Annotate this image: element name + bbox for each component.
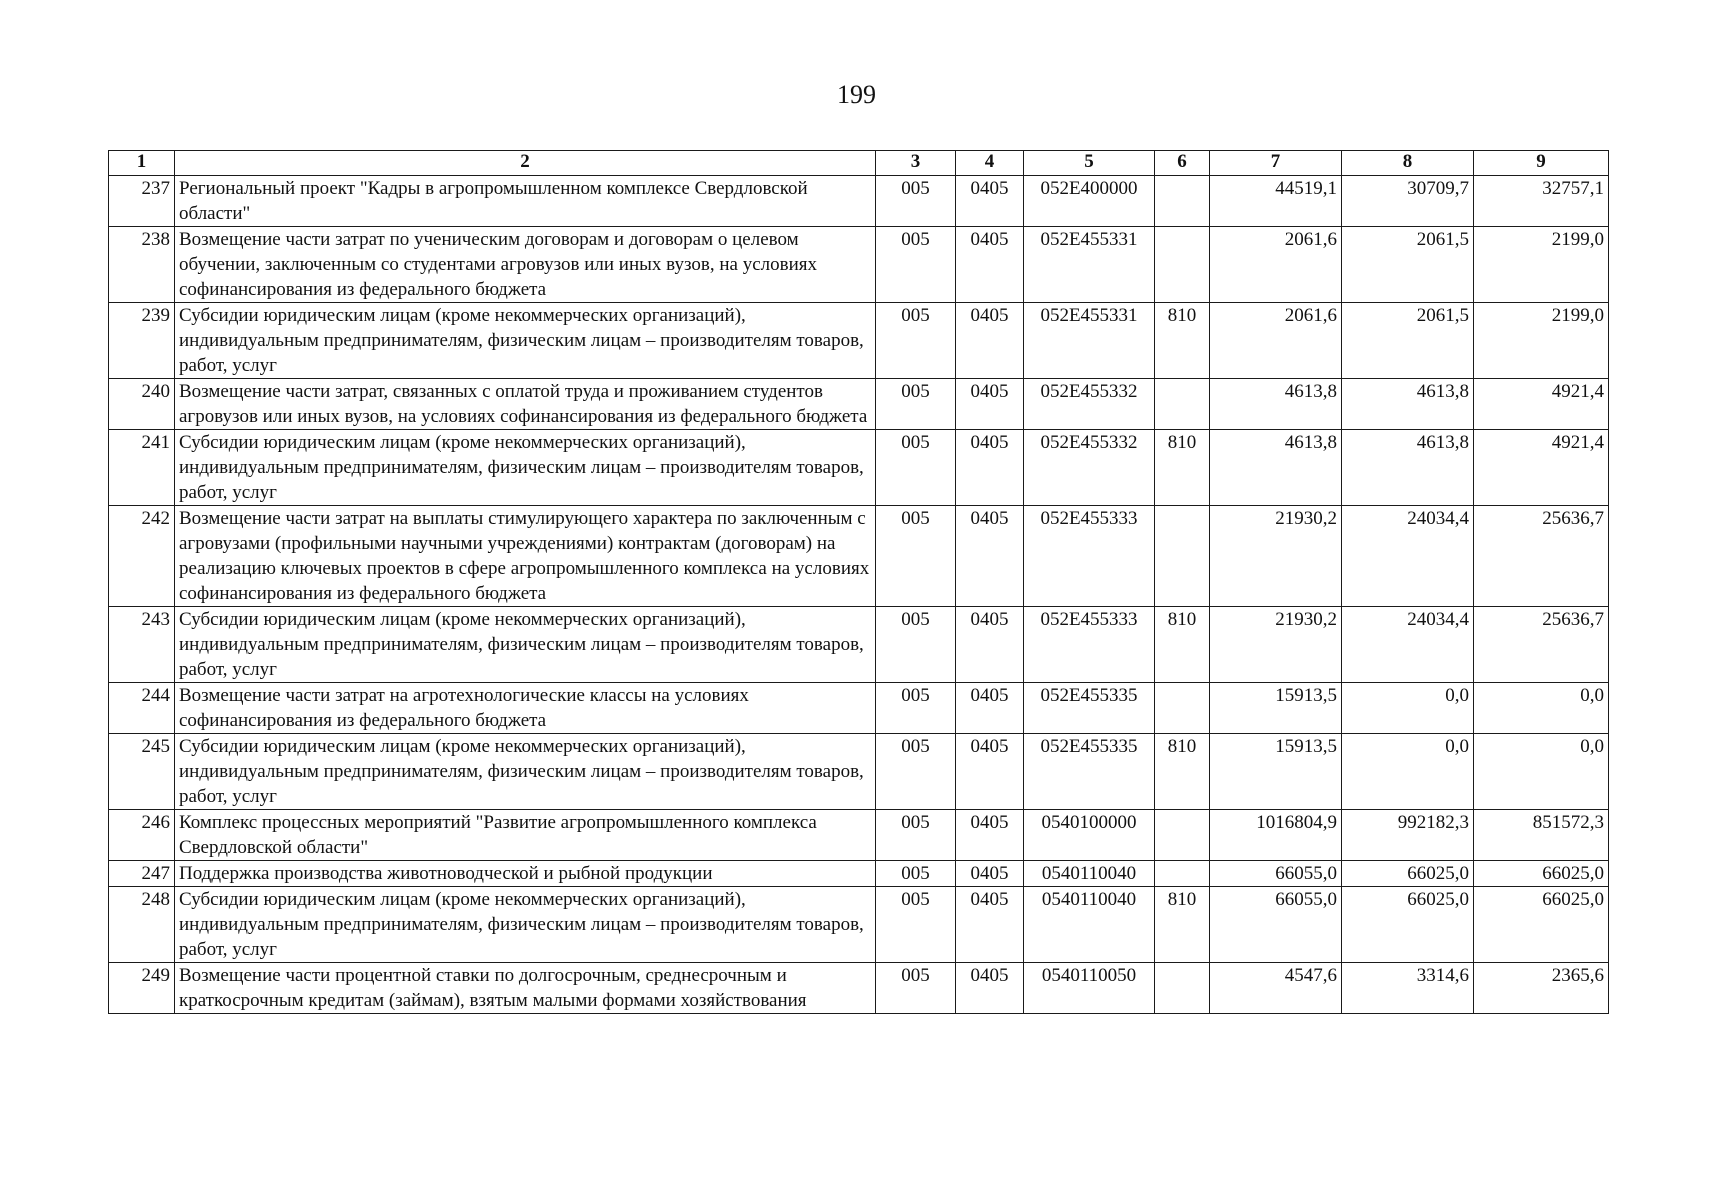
- header-col-8: 8: [1342, 151, 1474, 176]
- amount-col-8-cell: 30709,7: [1342, 176, 1474, 227]
- row-number-cell: 247: [109, 861, 175, 887]
- row-name-cell: Поддержка производства животноводческой и рыбной продукции: [175, 861, 876, 887]
- row-name-cell: Субсидии юридическим лицам (кроме некоммерческих организаций), индивидуальным предпринимателям, физическим лицам – производителям товаров, работ, услуг: [175, 430, 876, 506]
- section-code-cell: 0405: [956, 810, 1024, 861]
- expense-type-cell: [1155, 176, 1210, 227]
- table-body: [109, 176, 1609, 1014]
- amount-col-8-cell: 3314,6: [1342, 963, 1474, 1014]
- amount-col-7-cell: 44519,1: [1210, 176, 1342, 227]
- section-code-cell: 0405: [956, 506, 1024, 607]
- section-code-cell: 0405: [956, 861, 1024, 887]
- expense-type-cell: [1155, 506, 1210, 607]
- section-code-cell: 0405: [956, 379, 1024, 430]
- target-article-cell: 052E455335: [1024, 683, 1155, 734]
- header-col-5: 5: [1024, 151, 1155, 176]
- amount-col-7-cell: 4613,8: [1210, 430, 1342, 506]
- ministry-code-cell: 005: [876, 683, 956, 734]
- target-article-cell: 052E455331: [1024, 303, 1155, 379]
- table-row: [109, 810, 1609, 861]
- row-number-cell: 244: [109, 683, 175, 734]
- amount-col-9-cell: 66025,0: [1474, 887, 1609, 963]
- expense-type-cell: 810: [1155, 887, 1210, 963]
- section-code-cell: 0405: [956, 430, 1024, 506]
- amount-col-9-cell: 32757,1: [1474, 176, 1609, 227]
- target-article-cell: 0540110040: [1024, 887, 1155, 963]
- amount-col-8-cell: 2061,5: [1342, 227, 1474, 303]
- row-name-cell: Возмещение части процентной ставки по долгосрочным, среднесрочным и краткосрочным кредитам (займам), взятым малыми формами хозяйствования: [175, 963, 876, 1014]
- header-col-1: 1: [109, 151, 175, 176]
- amount-col-7-cell: 15913,5: [1210, 734, 1342, 810]
- table-row: [109, 734, 1609, 810]
- expense-type-cell: [1155, 683, 1210, 734]
- amount-col-7-cell: 4613,8: [1210, 379, 1342, 430]
- ministry-code-cell: 005: [876, 176, 956, 227]
- target-article-cell: 052E400000: [1024, 176, 1155, 227]
- section-code-cell: 0405: [956, 607, 1024, 683]
- header-row: [109, 151, 1609, 176]
- budget-table: [108, 150, 1609, 1014]
- amount-col-9-cell: 4921,4: [1474, 430, 1609, 506]
- expense-type-cell: [1155, 227, 1210, 303]
- amount-col-7-cell: 2061,6: [1210, 227, 1342, 303]
- amount-col-9-cell: 66025,0: [1474, 861, 1609, 887]
- row-number-cell: 243: [109, 607, 175, 683]
- ministry-code-cell: 005: [876, 861, 956, 887]
- target-article-cell: 052E455332: [1024, 379, 1155, 430]
- table-row: [109, 861, 1609, 887]
- expense-type-cell: [1155, 963, 1210, 1014]
- target-article-cell: 052E455332: [1024, 430, 1155, 506]
- expense-type-cell: [1155, 379, 1210, 430]
- table-row: [109, 887, 1609, 963]
- row-number-cell: 249: [109, 963, 175, 1014]
- expense-type-cell: 810: [1155, 734, 1210, 810]
- ministry-code-cell: 005: [876, 227, 956, 303]
- amount-col-8-cell: 2061,5: [1342, 303, 1474, 379]
- row-number-cell: 238: [109, 227, 175, 303]
- amount-col-9-cell: 0,0: [1474, 734, 1609, 810]
- amount-col-9-cell: 25636,7: [1474, 506, 1609, 607]
- row-number-cell: 246: [109, 810, 175, 861]
- row-number-cell: 240: [109, 379, 175, 430]
- ministry-code-cell: 005: [876, 887, 956, 963]
- page-number: 199: [837, 80, 876, 109]
- row-name-cell: Комплекс процессных мероприятий "Развитие агропромышленного комплекса Свердловской области": [175, 810, 876, 861]
- row-name-cell: Субсидии юридическим лицам (кроме некоммерческих организаций), индивидуальным предпринимателям, физическим лицам – производителям товаров, работ, услуг: [175, 887, 876, 963]
- amount-col-7-cell: 4547,6: [1210, 963, 1342, 1014]
- amount-col-9-cell: 2199,0: [1474, 303, 1609, 379]
- target-article-cell: 052E455331: [1024, 227, 1155, 303]
- table-row: [109, 430, 1609, 506]
- amount-col-9-cell: 851572,3: [1474, 810, 1609, 861]
- target-article-cell: 0540110040: [1024, 861, 1155, 887]
- section-code-cell: 0405: [956, 303, 1024, 379]
- amount-col-8-cell: 66025,0: [1342, 887, 1474, 963]
- table-row: [109, 303, 1609, 379]
- ministry-code-cell: 005: [876, 379, 956, 430]
- ministry-code-cell: 005: [876, 303, 956, 379]
- amount-col-8-cell: 24034,4: [1342, 506, 1474, 607]
- amount-col-8-cell: 4613,8: [1342, 430, 1474, 506]
- target-article-cell: 0540110050: [1024, 963, 1155, 1014]
- ministry-code-cell: 005: [876, 810, 956, 861]
- row-name-cell: Возмещение части затрат по ученическим договорам и договорам о целевом обучении, заключенным со студентами агровузов или иных вузов, на условиях софинансирования из федерального бюджета: [175, 227, 876, 303]
- section-code-cell: 0405: [956, 963, 1024, 1014]
- amount-col-9-cell: 2365,6: [1474, 963, 1609, 1014]
- expense-type-cell: 810: [1155, 430, 1210, 506]
- table-row: [109, 963, 1609, 1014]
- ministry-code-cell: 005: [876, 506, 956, 607]
- row-number-cell: 245: [109, 734, 175, 810]
- section-code-cell: 0405: [956, 734, 1024, 810]
- table-row: [109, 607, 1609, 683]
- amount-col-8-cell: 24034,4: [1342, 607, 1474, 683]
- row-number-cell: 242: [109, 506, 175, 607]
- amount-col-7-cell: 2061,6: [1210, 303, 1342, 379]
- amount-col-7-cell: 21930,2: [1210, 607, 1342, 683]
- ministry-code-cell: 005: [876, 430, 956, 506]
- row-name-cell: Субсидии юридическим лицам (кроме некоммерческих организаций), индивидуальным предпринимателям, физическим лицам – производителям товаров, работ, услуг: [175, 734, 876, 810]
- section-code-cell: 0405: [956, 227, 1024, 303]
- row-name-cell: Субсидии юридическим лицам (кроме некоммерческих организаций), индивидуальным предпринимателям, физическим лицам – производителям товаров, работ, услуг: [175, 303, 876, 379]
- expense-type-cell: [1155, 810, 1210, 861]
- table-row: [109, 683, 1609, 734]
- header-col-2: 2: [175, 151, 876, 176]
- amount-col-7-cell: 21930,2: [1210, 506, 1342, 607]
- expense-type-cell: 810: [1155, 607, 1210, 683]
- amount-col-9-cell: 0,0: [1474, 683, 1609, 734]
- amount-col-9-cell: 4921,4: [1474, 379, 1609, 430]
- amount-col-9-cell: 2199,0: [1474, 227, 1609, 303]
- row-number-cell: 237: [109, 176, 175, 227]
- amount-col-7-cell: 15913,5: [1210, 683, 1342, 734]
- section-code-cell: 0405: [956, 683, 1024, 734]
- row-name-cell: Возмещение части затрат на агротехнологические классы на условиях софинансирования из федерального бюджета: [175, 683, 876, 734]
- row-name-cell: Возмещение части затрат, связанных с оплатой труда и проживанием студентов агровузов или иных вузов, на условиях софинансирования из федерального бюджета: [175, 379, 876, 430]
- table-row: [109, 506, 1609, 607]
- header-col-4: 4: [956, 151, 1024, 176]
- amount-col-7-cell: 66055,0: [1210, 861, 1342, 887]
- header-col-9: 9: [1474, 151, 1609, 176]
- amount-col-7-cell: 66055,0: [1210, 887, 1342, 963]
- amount-col-7-cell: 1016804,9: [1210, 810, 1342, 861]
- expense-type-cell: [1155, 861, 1210, 887]
- header-col-6: 6: [1155, 151, 1210, 176]
- row-number-cell: 241: [109, 430, 175, 506]
- header-col-3: 3: [876, 151, 956, 176]
- amount-col-8-cell: 0,0: [1342, 734, 1474, 810]
- amount-col-8-cell: 4613,8: [1342, 379, 1474, 430]
- row-name-cell: Субсидии юридическим лицам (кроме некоммерческих организаций), индивидуальным предпринимателям, физическим лицам – производителям товаров, работ, услуг: [175, 607, 876, 683]
- amount-col-9-cell: 25636,7: [1474, 607, 1609, 683]
- target-article-cell: 0540100000: [1024, 810, 1155, 861]
- amount-col-8-cell: 992182,3: [1342, 810, 1474, 861]
- table-row: [109, 176, 1609, 227]
- target-article-cell: 052E455333: [1024, 607, 1155, 683]
- row-number-cell: 248: [109, 887, 175, 963]
- table-row: [109, 227, 1609, 303]
- ministry-code-cell: 005: [876, 734, 956, 810]
- table-row: [109, 379, 1609, 430]
- section-code-cell: 0405: [956, 176, 1024, 227]
- row-name-cell: Возмещение части затрат на выплаты стимулирующего характера по заключенным с агровузами (профильными научными учреждениями) контрактам (договорам) на реализацию ключевых проектов в сфере агропромышленного комплекса на условиях софинансирования из федерального бюджета: [175, 506, 876, 607]
- amount-col-8-cell: 66025,0: [1342, 861, 1474, 887]
- header-col-7: 7: [1210, 151, 1342, 176]
- row-number-cell: 239: [109, 303, 175, 379]
- section-code-cell: 0405: [956, 887, 1024, 963]
- expense-type-cell: 810: [1155, 303, 1210, 379]
- row-name-cell: Региональный проект "Кадры в агропромышленном комплексе Свердловской области": [175, 176, 876, 227]
- target-article-cell: 052E455335: [1024, 734, 1155, 810]
- ministry-code-cell: 005: [876, 963, 956, 1014]
- amount-col-8-cell: 0,0: [1342, 683, 1474, 734]
- ministry-code-cell: 005: [876, 607, 956, 683]
- target-article-cell: 052E455333: [1024, 506, 1155, 607]
